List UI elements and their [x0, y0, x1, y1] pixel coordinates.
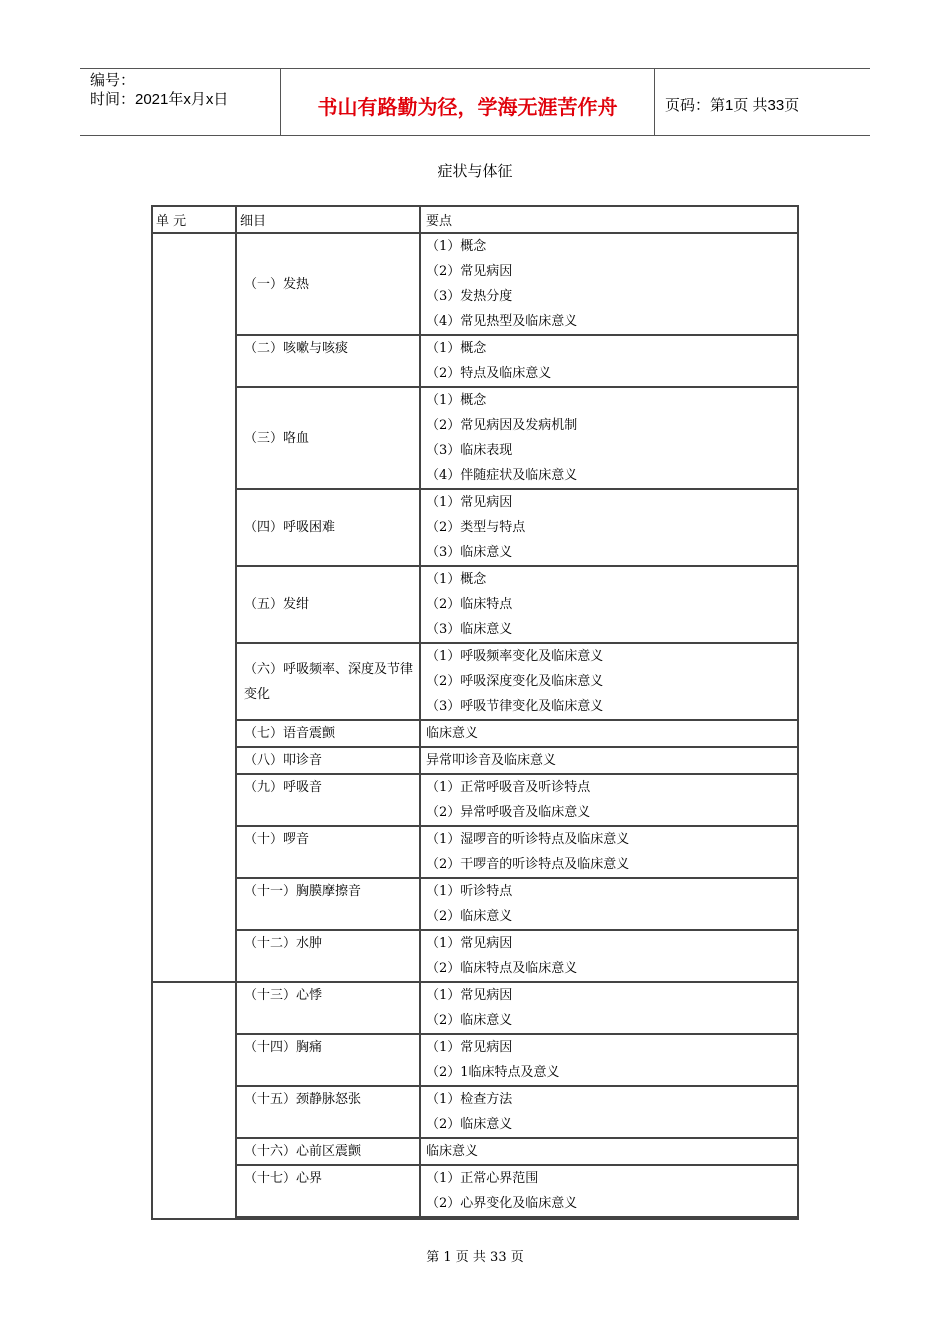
item-label: （十六）心前区震颤 [244, 1144, 362, 1159]
point-line: 临床意义 [426, 1144, 479, 1159]
item-label: （七）语音震颤 [244, 726, 336, 741]
point-line: （2）心界变化及临床意义 [426, 1196, 578, 1211]
table-row [153, 644, 797, 721]
points-cell [421, 644, 797, 721]
table-row [153, 388, 797, 490]
points-cell [421, 1139, 797, 1166]
points-cell [421, 748, 797, 775]
table-row [153, 983, 797, 1035]
points-cell [421, 983, 797, 1035]
item-label: （十三）心悸 [244, 988, 323, 1003]
item-label: （四）呼吸困难 [244, 520, 336, 535]
point-line: （3）临床意义 [426, 545, 513, 560]
syllabus-table [151, 205, 799, 1220]
item-cell [237, 1035, 421, 1087]
point-line: （1）概念 [426, 572, 487, 587]
header-item: 细目 [237, 207, 421, 234]
point-line: （1）呼吸频率变化及临床意义 [426, 649, 604, 664]
header-motto: 书山有路勤为径，学海无涯苦作舟 [281, 69, 655, 135]
item-cell [237, 931, 421, 983]
item-cell [237, 1087, 421, 1139]
point-line: （1）听诊特点 [426, 884, 513, 899]
points-cell [421, 775, 797, 827]
point-line: （1）概念 [426, 239, 487, 254]
point-line: （2）特点及临床意义 [426, 366, 552, 381]
item-cell [237, 567, 421, 644]
points-cell [421, 388, 797, 490]
point-line: （2）临床意义 [426, 1117, 513, 1132]
table-row [153, 234, 797, 336]
point-line: （3）临床意义 [426, 622, 513, 637]
table-row [153, 931, 797, 983]
point-line: （4）常见热型及临床意义 [426, 314, 578, 329]
number-label: 编号： [90, 72, 136, 89]
point-line: （3）临床表现 [426, 443, 513, 458]
point-line: （2）临床特点及临床意义 [426, 961, 578, 976]
table-row [153, 748, 797, 775]
item-label: （十二）水肿 [244, 936, 323, 951]
page-footer: 第 1 页 共 33 页 [426, 1250, 524, 1265]
document-header [80, 68, 870, 136]
item-cell [237, 983, 421, 1035]
points-cell [421, 931, 797, 983]
point-line: （2）临床特点 [426, 597, 513, 612]
points-cell [421, 879, 797, 931]
point-line: （1）常见病因 [426, 1040, 513, 1055]
item-cell [237, 748, 421, 775]
header-page-info: 页码：第1页 共33页 [665, 96, 800, 114]
point-line: （2）常见病因及发病机制 [426, 418, 578, 433]
item-label: （十）啰音 [244, 832, 310, 847]
point-line: （1）湿啰音的听诊特点及临床意义 [426, 832, 630, 847]
item-cell [237, 775, 421, 827]
point-line: （1）常见病因 [426, 936, 513, 951]
points-cell [421, 827, 797, 879]
point-line: （2）1临床特点及意义 [426, 1065, 560, 1080]
point-line: （2）常见病因 [426, 264, 513, 279]
points-cell [421, 234, 797, 336]
point-line: （2）呼吸深度变化及临床意义 [426, 674, 604, 689]
table-row [153, 490, 797, 567]
point-line: （1）正常呼吸音及听诊特点 [426, 780, 591, 795]
point-line: （2）异常呼吸音及临床意义 [426, 805, 591, 820]
time-label: 时间：2021年x月x日 [90, 91, 229, 108]
item-cell [237, 234, 421, 336]
table-header-row [153, 207, 797, 234]
table-row [153, 879, 797, 931]
header-points: 要点 [421, 207, 797, 234]
item-label: （六）呼吸频率、深度及节律变化 [244, 661, 414, 702]
header-unit: 单 元 [153, 207, 237, 234]
point-line: （2）临床意义 [426, 1013, 513, 1028]
item-label: （十四）胸痛 [244, 1040, 323, 1055]
points-cell [421, 1087, 797, 1139]
table-row [153, 721, 797, 748]
point-line: （2）临床意义 [426, 909, 513, 924]
item-label: （十七）心界 [244, 1171, 323, 1186]
unit-cell [153, 234, 237, 983]
item-label: （八）叩诊音 [244, 753, 323, 768]
points-cell [421, 1166, 797, 1218]
table-row [153, 567, 797, 644]
point-line: （3）呼吸节律变化及临床意义 [426, 699, 604, 714]
points-cell [421, 1035, 797, 1087]
point-line: （2）类型与特点 [426, 520, 526, 535]
point-line: （3）发热分度 [426, 289, 513, 304]
item-cell [237, 1139, 421, 1166]
point-line: （1）正常心界范围 [426, 1171, 539, 1186]
item-cell [237, 336, 421, 388]
points-cell [421, 490, 797, 567]
item-label: （一）发热 [244, 276, 310, 292]
table-row [153, 1087, 797, 1139]
item-label: （三）咯血 [244, 430, 310, 446]
item-cell [237, 721, 421, 748]
item-cell [237, 827, 421, 879]
item-label: （二）咳嗽与咳痰 [244, 341, 349, 356]
item-label: （十一）胸膜摩擦音 [244, 884, 362, 899]
point-line: （1）常见病因 [426, 988, 513, 1003]
header-meta [80, 69, 281, 135]
table-row [153, 1035, 797, 1087]
point-line: （2）干啰音的听诊特点及临床意义 [426, 857, 630, 872]
points-cell [421, 336, 797, 388]
point-line: 异常叩诊音及临床意义 [426, 753, 557, 768]
point-line: （1）概念 [426, 341, 487, 356]
unit-cell [153, 983, 237, 1218]
item-cell [237, 490, 421, 567]
table-row [153, 827, 797, 879]
table-row [153, 1139, 797, 1166]
table-row [153, 775, 797, 827]
point-line: （1）概念 [426, 393, 487, 408]
page-title: 症状与体征 [437, 162, 513, 180]
points-cell [421, 567, 797, 644]
point-line: （4）伴随症状及临床意义 [426, 468, 578, 483]
item-label: （十五）颈静脉怒张 [244, 1092, 362, 1107]
point-line: 临床意义 [426, 726, 479, 741]
item-cell [237, 1166, 421, 1218]
point-line: （1）检查方法 [426, 1092, 513, 1107]
table-row [153, 336, 797, 388]
item-cell [237, 388, 421, 490]
item-label: （五）发绀 [244, 597, 310, 612]
item-cell [237, 644, 421, 721]
item-cell [237, 879, 421, 931]
item-label: （九）呼吸音 [244, 780, 323, 795]
point-line: （1）常见病因 [426, 495, 513, 510]
points-cell [421, 721, 797, 748]
table-row [153, 1166, 797, 1218]
